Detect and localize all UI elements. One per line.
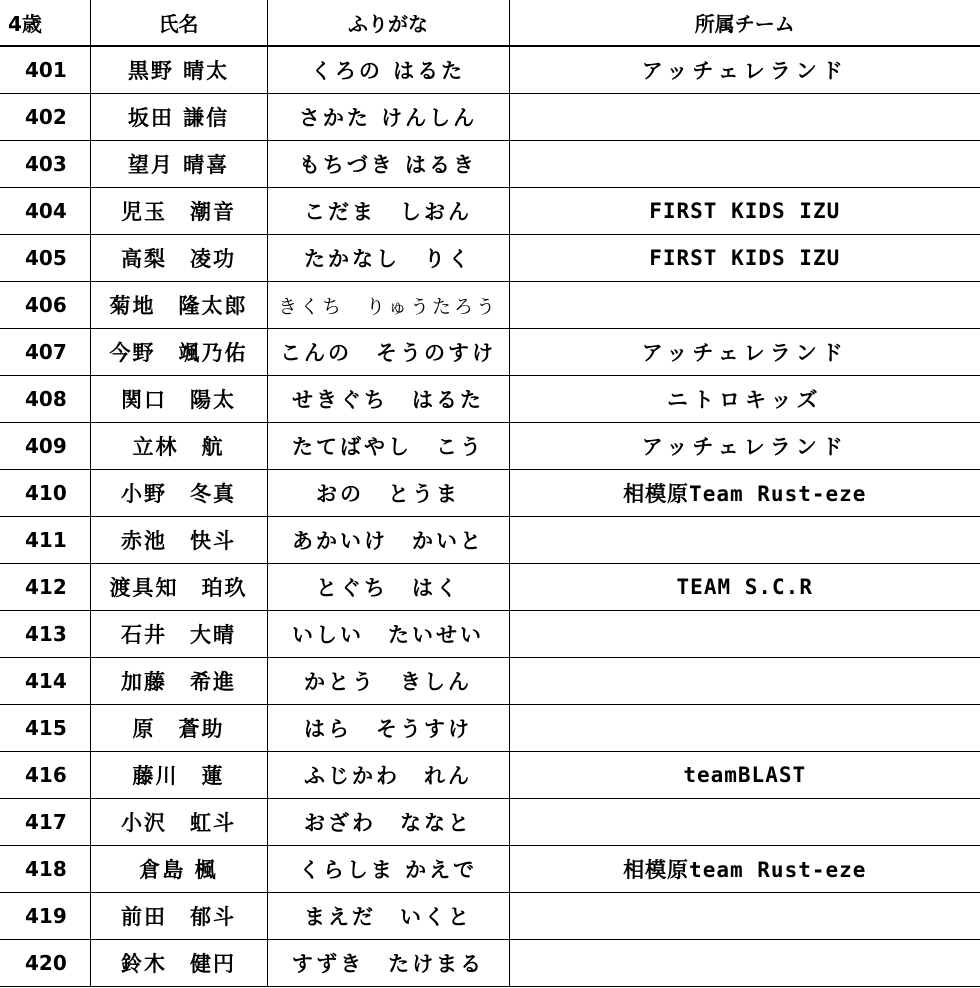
cell-name: 前田 郁斗 [90,893,267,940]
table-row [0,611,980,658]
cell-number: 405 [0,235,90,282]
cell-number: 412 [0,564,90,611]
cell-name: 児玉 潮音 [90,188,267,235]
table-header [0,0,980,46]
table-row [0,517,980,564]
table-row [0,423,980,470]
table-row [0,235,980,282]
table-row [0,94,980,141]
cell-furigana: さかた けんしん [267,94,509,141]
cell-furigana: くろの はるた [267,46,509,94]
cell-furigana: こんの そうのすけ [267,329,509,376]
cell-team: 相模原team Rust-eze [509,846,980,893]
cell-name: 望月 晴喜 [90,141,267,188]
cell-name: 高梨 凌功 [90,235,267,282]
table-row [0,188,980,235]
cell-number: 416 [0,752,90,799]
cell-name: 黒野 晴太 [90,46,267,94]
cell-team [509,611,980,658]
table-row [0,658,980,705]
header-number: 4歳 [0,0,90,46]
cell-number: 419 [0,893,90,940]
header-row [0,0,980,46]
cell-furigana: きくち りゅうたろう [267,282,509,329]
cell-team: アッチェレランド [509,423,980,470]
cell-number: 418 [0,846,90,893]
cell-name: 小野 冬真 [90,470,267,517]
table-body [0,46,980,987]
cell-furigana: おざわ ななと [267,799,509,846]
table-row [0,282,980,329]
table-row [0,940,980,987]
table-row [0,46,980,94]
table-row [0,893,980,940]
header-furigana: ふりがな [267,0,509,46]
cell-furigana: かとう きしん [267,658,509,705]
table-row [0,329,980,376]
cell-team: TEAM S.C.R [509,564,980,611]
cell-number: 415 [0,705,90,752]
cell-number: 406 [0,282,90,329]
cell-name: 小沢 虹斗 [90,799,267,846]
cell-name: 立林 航 [90,423,267,470]
cell-number: 410 [0,470,90,517]
cell-furigana: まえだ いくと [267,893,509,940]
cell-team: 相模原Team Rust-eze [509,470,980,517]
cell-team [509,799,980,846]
cell-team [509,94,980,141]
cell-team: ニトロキッズ [509,376,980,423]
cell-number: 402 [0,94,90,141]
header-name: 氏名 [90,0,267,46]
cell-team [509,705,980,752]
cell-furigana: たてばやし こう [267,423,509,470]
cell-name: 関口 陽太 [90,376,267,423]
table-row [0,799,980,846]
cell-team [509,658,980,705]
table-row [0,752,980,799]
cell-name: 今野 颯乃佑 [90,329,267,376]
cell-name: 加藤 希進 [90,658,267,705]
cell-furigana: たかなし りく [267,235,509,282]
cell-name: 原 蒼助 [90,705,267,752]
cell-number: 407 [0,329,90,376]
cell-team [509,141,980,188]
cell-furigana: すずき たけまる [267,940,509,987]
cell-number: 408 [0,376,90,423]
cell-number: 401 [0,46,90,94]
cell-team: アッチェレランド [509,329,980,376]
cell-team: アッチェレランド [509,46,980,94]
cell-team [509,282,980,329]
cell-team: FIRST KIDS IZU [509,235,980,282]
cell-name: 菊地 隆太郎 [90,282,267,329]
cell-number: 404 [0,188,90,235]
cell-number: 411 [0,517,90,564]
cell-name: 坂田 謙信 [90,94,267,141]
cell-number: 417 [0,799,90,846]
cell-team [509,940,980,987]
table-row [0,141,980,188]
cell-furigana: せきぐち はるた [267,376,509,423]
cell-furigana: こだま しおん [267,188,509,235]
table-row [0,470,980,517]
table-row [0,705,980,752]
cell-team [509,517,980,564]
cell-team: FIRST KIDS IZU [509,188,980,235]
header-team: 所属チーム [509,0,980,46]
cell-name: 赤池 快斗 [90,517,267,564]
cell-name: 石井 大晴 [90,611,267,658]
cell-furigana: おの とうま [267,470,509,517]
table-row [0,376,980,423]
cell-number: 420 [0,940,90,987]
cell-team [509,893,980,940]
cell-furigana: はら そうすけ [267,705,509,752]
cell-name: 渡具知 珀玖 [90,564,267,611]
cell-number: 403 [0,141,90,188]
cell-furigana: いしい たいせい [267,611,509,658]
table-row [0,846,980,893]
cell-furigana: くらしま かえで [267,846,509,893]
table-row [0,564,980,611]
cell-team: teamBLAST [509,752,980,799]
cell-furigana: ふじかわ れん [267,752,509,799]
cell-number: 414 [0,658,90,705]
cell-name: 倉島 楓 [90,846,267,893]
cell-name: 鈴木 健円 [90,940,267,987]
cell-furigana: もちづき はるき [267,141,509,188]
cell-furigana: あかいけ かいと [267,517,509,564]
cell-number: 409 [0,423,90,470]
cell-number: 413 [0,611,90,658]
cell-furigana: とぐち はく [267,564,509,611]
cell-name: 藤川 蓮 [90,752,267,799]
